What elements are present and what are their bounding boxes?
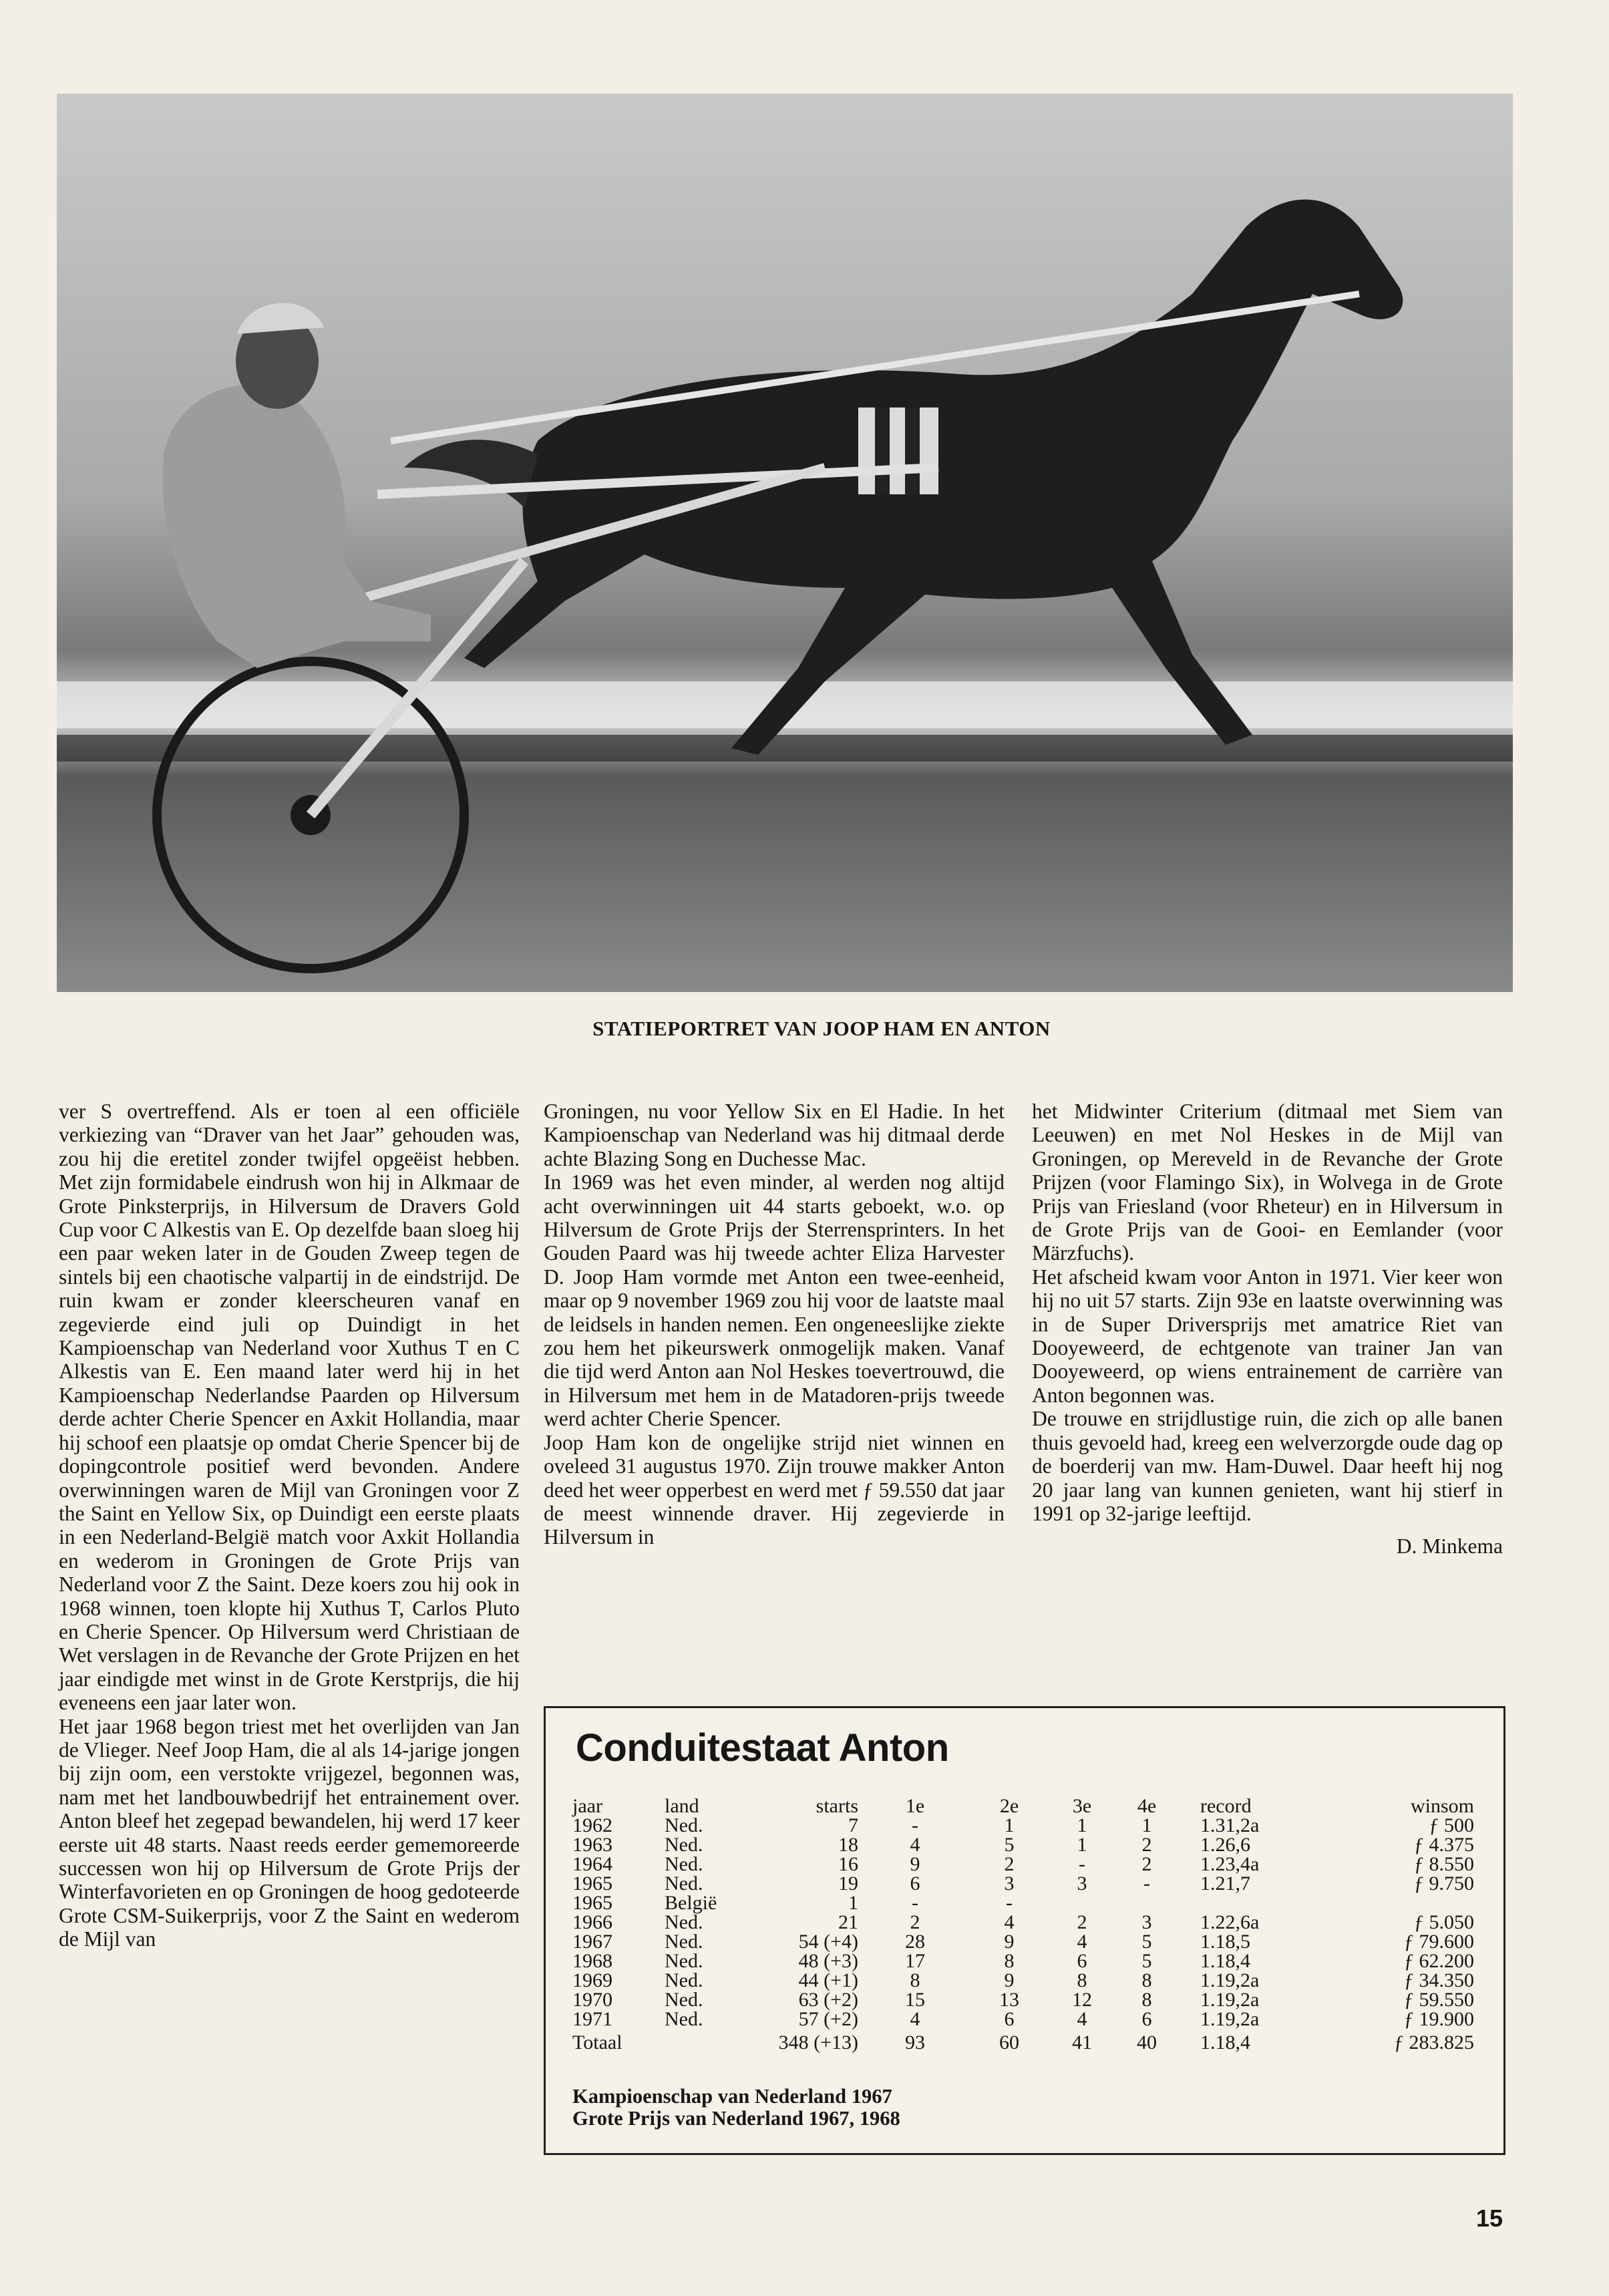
table-cell: ƒ 4.375 — [1414, 1834, 1474, 1856]
table-cell: 3 — [1077, 1872, 1087, 1895]
table-cell: 60 — [999, 2031, 1019, 2054]
table-row — [572, 1913, 1474, 1932]
table-cell: 8 — [1141, 1969, 1152, 1991]
table-cell: 6 — [1141, 2008, 1152, 2030]
table-cell: ƒ 34.350 — [1404, 1969, 1474, 1991]
table-cell: 1.22,6a — [1200, 1911, 1260, 1933]
table-cell: België — [665, 1892, 717, 1914]
table-row — [572, 1816, 1474, 1835]
table-cell: 5 — [1141, 1931, 1152, 1953]
table-cell: 57 (+2) — [798, 2008, 858, 2030]
footer-line: Kampioenschap van Nederland 1967 — [572, 2085, 892, 2108]
table-cell: 41 — [1072, 2031, 1092, 2054]
table-header-row — [572, 1796, 1474, 1816]
paragraph: het Midwinter Criterium (ditmaal met Siem van Leeuwen) en met Nol Heskes in de Mijl van Groningen, op Mereveld in de Revanche der Grote Prijzen (voor Flamingo Six), in Wolvega in de Grote Prijs van Friesland (voor Rheteur) en in Hilversum in de Grote Prijs van de Gooi- en Eemlander (voor Märzfuchs). — [1032, 1100, 1503, 1265]
paragraph: Het afscheid kwam voor Anton in 1971. Vier keer won hij no uit 57 starts. Zijn 93e en laatste overwinning was in de Super Driversprijs met amatrice Riet van Dooyeweerd, de echtgenote van trainer Jan van Dooyeweerd, op wiens entrainement de carrière van Anton begonnen was. — [1032, 1265, 1503, 1407]
table-cell: 2 — [1141, 1853, 1152, 1875]
table-cell: 63 (+2) — [798, 1989, 858, 2011]
table-cell: 1 — [1141, 1814, 1152, 1836]
table-cell: 4 — [910, 1834, 920, 1856]
table-row — [572, 1951, 1474, 1971]
paragraph: De trouwe en strijdlustige ruin, die zich op alle banen thuis gevoeld had, kreeg een welverzorgde oude dag op de boerderij van mw. Ham-Duwel. Daar heeft hij nog 20 jaar lang van kunnen genieten, want hij stierf in 1991 op 32-jarige leeftijd. — [1032, 1407, 1503, 1525]
table-row — [572, 1893, 1474, 1913]
paragraph: ver S overtreffend. Als er toen al een officiële verkiezing van “Draver van het Jaar” gehouden was, zou hij die eretitel zonder twijfel opgeëist hebben. Met zijn formidabele eindrush won hij in Alkmaar de Grote Pinksterprijs, in Hilversum de Dravers Gold Cup voor C Alkestis van E. Op dezelfde baan sloeg hij een paar weken later in de Gouden Zweep tegen de sintels bij een chaotische valpartij in de eindstrijd. De ruin kwam er zonder kleerscheuren vanaf en zegevierde eind juli op Duindigt in het Kampioenschap van Nederland voor Xuthus T en C Alkestis van E. Een maand later werd hij in het Kampioenschap Nederlandse Paarden op Hilversum derde achter Cherie Spencer en Axkit Hollandia, maar hij schoof een plaatsje op omdat Cherie Spencer bij de dopingcontrole positief werd bevonden. Andere overwinningen waren de Mijl van Groningen voor Z the Saint en Yellow Six, op Duindigt een eerste plaats in een Nederland-België match voor Axkit Hollandia en wederom in Groningen de Grote Prijs van Nederland voor Z the Saint. Deze koers zou hij ook in 1968 winnen, toen klopte hij Xuthus T, Carlos Pluto en Cherie Spencer. Op Hilversum werd Christiaan de Wet verslagen in de Revanche der Grote Prijzen en het jaar eindigde met winst in de Grote Kerstprijs, die hij eveneens een jaar later won. — [59, 1100, 520, 1715]
table-body — [572, 1816, 1474, 2052]
table-cell — [1340, 1893, 1474, 1913]
table-cell: Totaal — [572, 2031, 622, 2054]
table-cell: ƒ 283.825 — [1394, 2031, 1474, 2054]
table-cell: 1967 — [572, 1931, 612, 1953]
table-cell: Ned. — [665, 1931, 703, 1953]
table-cell: 1969 — [572, 1969, 612, 1991]
table-cell: 1.21,7 — [1200, 1872, 1250, 1895]
table-title: Conduitestaat Anton — [576, 1726, 949, 1770]
table-cell: ƒ 59.550 — [1404, 1989, 1474, 2011]
table-cell: 348 (+13) — [778, 2031, 858, 2054]
table-cell: 5 — [1141, 1950, 1152, 1972]
table-cell: Ned. — [665, 1950, 703, 1972]
table-cell: ƒ 62.200 — [1404, 1950, 1474, 1972]
header-cell: winsom — [1410, 1795, 1474, 1817]
table-row — [572, 1971, 1474, 1990]
header-cell: 4e — [1137, 1795, 1157, 1817]
table-cell: 1970 — [572, 1989, 612, 2011]
paragraph: In 1969 was het even minder, al werden nog altijd acht overwinningen uit 44 starts geboekt, w.o. op Hilversum de Grote Prijs der Sterrensprinters. In het Gouden Paard was hij tweede achter Eliza Harvester D. Joop Ham vormde met Anton een twee-eenheid, maar op 9 november 1969 zou hij voor de laatste maal de leidsels in handen nemen. Een ongeneeslijke ziekte zou hem het pikeurswerk onmogelijk maken. Vanaf die tijd werd Anton aan Nol Heskes toevertrouwd, die in Hilversum met hem in de Matadoren-prijs tweede werd achter Cherie Spencer. — [544, 1170, 1005, 1431]
table-row — [572, 1835, 1474, 1854]
table-cell: ƒ 500 — [1429, 1814, 1474, 1836]
table-cell — [665, 2029, 738, 2052]
table-cell: 7 — [848, 1814, 858, 1836]
table-cell: Ned. — [665, 1834, 703, 1856]
table-cell: 1962 — [572, 1814, 612, 1836]
table-cell: Ned. — [665, 1872, 703, 1895]
table-cell — [1111, 1893, 1183, 1913]
table-row — [572, 2009, 1474, 2029]
table-cell: 8 — [910, 1969, 920, 1991]
table-cell: ƒ 9.750 — [1414, 1872, 1474, 1895]
table-cell: Ned. — [665, 1853, 703, 1875]
table-cell: Ned. — [665, 1969, 703, 1991]
table-cell: 4 — [910, 2008, 920, 2030]
footer-line: Grote Prijs van Nederland 1967, 1968 — [572, 2107, 900, 2130]
photo-caption: STATIEPORTRET VAN JOOP HAM EN ANTON — [592, 1017, 1051, 1040]
table-cell: 15 — [905, 1989, 925, 2011]
table-cell: 1 — [1077, 1814, 1087, 1836]
table-cell: 1965 — [572, 1872, 612, 1895]
table-cell — [1183, 1893, 1340, 1913]
article-column-1 — [59, 1100, 520, 1951]
table-cell: 1965 — [572, 1892, 612, 1914]
paragraph: Het jaar 1968 begon triest met het overlijden van Jan de Vlieger. Neef Joop Ham, die al als 14-jarige jongen bij zijn oom, een verstokte vrijgezel, begonnen was, nam met het landbouwbedrijf het entrainement over. Anton bleef het zegepad bewandelen, hij werd 17 keer eerste uit 48 starts. Naast reeds eerder gememoreerde successen won hij op Hilversum de Grote Prijs der Winterfavorieten en op Groningen de hoog gedoteerde Grote CSM-Suikerprijs, voor Z the Saint en wederom de Mijl van — [59, 1714, 520, 1951]
table-cell: 9 — [1004, 1969, 1015, 1991]
header-cell: 1e — [905, 1795, 925, 1817]
harness-racing-photo — [57, 94, 1513, 992]
table-cell: ƒ 19.900 — [1404, 2008, 1474, 2030]
conduitestaat-box — [544, 1706, 1505, 2155]
table-cell: 1.18,5 — [1200, 1931, 1250, 1953]
table-cell: 8 — [1004, 1950, 1015, 1972]
table-cell: 1.26,6 — [1200, 1834, 1250, 1856]
table-cell: 18 — [838, 1834, 858, 1856]
table-cell: Ned. — [665, 1989, 703, 2011]
header-cell: starts — [816, 1795, 858, 1817]
table-cell: 1 — [1004, 1814, 1015, 1836]
table-cell: 2 — [1077, 1911, 1087, 1933]
table-cell: 44 (+1) — [798, 1969, 858, 1991]
table-cell: 1966 — [572, 1911, 612, 1933]
table-cell: 4 — [1077, 2008, 1087, 2030]
table-cell: ƒ 8.550 — [1414, 1853, 1474, 1875]
table-cell: 6 — [1004, 2008, 1015, 2030]
article-column-2 — [544, 1100, 1005, 1549]
table-cell: - — [912, 1892, 918, 1914]
table-cell: Ned. — [665, 1911, 703, 1933]
table-cell: - — [1143, 1872, 1150, 1895]
table-cell: 1 — [1077, 1834, 1087, 1856]
table-cell: 1.19,2a — [1200, 1969, 1260, 1991]
header-cell: land — [665, 1795, 699, 1817]
table-cell: Ned. — [665, 1814, 703, 1836]
table-cell — [1053, 1893, 1111, 1913]
table-cell: 17 — [905, 1950, 925, 1972]
table-cell: 19 — [838, 1872, 858, 1895]
table-row — [572, 1854, 1474, 1874]
table-cell: 93 — [905, 2031, 925, 2054]
table-cell: ƒ 5.050 — [1414, 1911, 1474, 1933]
table-cell: 3 — [1004, 1872, 1015, 1895]
table-cell: ƒ 79.600 — [1404, 1931, 1474, 1953]
table-cell: 21 — [838, 1911, 858, 1933]
header-cell: 2e — [999, 1795, 1019, 1817]
table-cell: 28 — [905, 1931, 925, 1953]
table-cell: 9 — [1004, 1931, 1015, 1953]
table-row — [572, 1874, 1474, 1893]
table-cell: 12 — [1072, 1989, 1092, 2011]
page-number: 15 — [1476, 2204, 1503, 2232]
author-signature: D. Minkema — [1396, 1534, 1503, 1559]
article-column-3 — [1032, 1100, 1503, 1559]
paragraph: Groningen, nu voor Yellow Six en El Hadie. In het Kampioenschap van Nederland was hij ditmaal derde achte Blazing Song en Duchesse Mac. — [544, 1100, 1005, 1170]
table-cell: 8 — [1077, 1969, 1087, 1991]
table-cell: 16 — [838, 1853, 858, 1875]
table-cell: 1.19,2a — [1200, 1989, 1260, 2011]
table-row — [572, 1932, 1474, 1951]
table-row — [572, 1990, 1474, 2009]
stats-table — [572, 1796, 1474, 2052]
table-cell: 6 — [1077, 1950, 1087, 1972]
table-footer-note — [572, 2086, 900, 2130]
table-cell: 13 — [999, 1989, 1019, 2011]
table-cell: - — [1006, 1892, 1013, 1914]
table-cell: 3 — [1141, 1911, 1152, 1933]
table-cell: 1.23,4a — [1200, 1853, 1260, 1875]
table-cell: - — [912, 1814, 918, 1836]
table-cell: 2 — [1141, 1834, 1152, 1856]
table-cell: - — [1079, 1853, 1085, 1875]
table-total-row — [572, 2029, 1474, 2052]
table-cell: 1968 — [572, 1950, 612, 1972]
table-cell: 1.19,2a — [1200, 2008, 1260, 2030]
table-cell: 1963 — [572, 1834, 612, 1856]
table-cell: 1.18,4 — [1200, 2031, 1250, 2054]
paragraph: Joop Ham kon de ongelijke strijd niet winnen en oveleed 31 augustus 1970. Zijn trouwe makker Anton deed het weer opperbest en werd met ƒ 59.550 dat jaar de meest winnende draver. Hij zegevierde in Hilversum in — [544, 1430, 1005, 1549]
header-cell: record — [1200, 1795, 1252, 1817]
table-cell: 5 — [1004, 1834, 1015, 1856]
harness-racing-photo-icon — [57, 94, 1513, 992]
table-cell: 6 — [910, 1872, 920, 1895]
table-cell: 1.18,4 — [1200, 1950, 1250, 1972]
table-cell: 48 (+3) — [798, 1950, 858, 1972]
table-cell: 8 — [1141, 1989, 1152, 2011]
table-cell: 1.31,2a — [1200, 1814, 1260, 1836]
table-cell: 40 — [1137, 2031, 1157, 2054]
table-cell: 1971 — [572, 2008, 612, 2030]
header-cell: jaar — [572, 1795, 602, 1817]
table-cell: 54 (+4) — [798, 1931, 858, 1953]
table-cell: 2 — [910, 1911, 920, 1933]
table-cell: 4 — [1077, 1931, 1087, 1953]
table-cell: 4 — [1004, 1911, 1015, 1933]
table-cell: 1 — [848, 1892, 858, 1914]
table-cell: 2 — [1004, 1853, 1015, 1875]
table-cell: 9 — [910, 1853, 920, 1875]
table-cell: Ned. — [665, 2008, 703, 2030]
table-cell: 1964 — [572, 1853, 612, 1875]
header-cell: 3e — [1072, 1795, 1092, 1817]
